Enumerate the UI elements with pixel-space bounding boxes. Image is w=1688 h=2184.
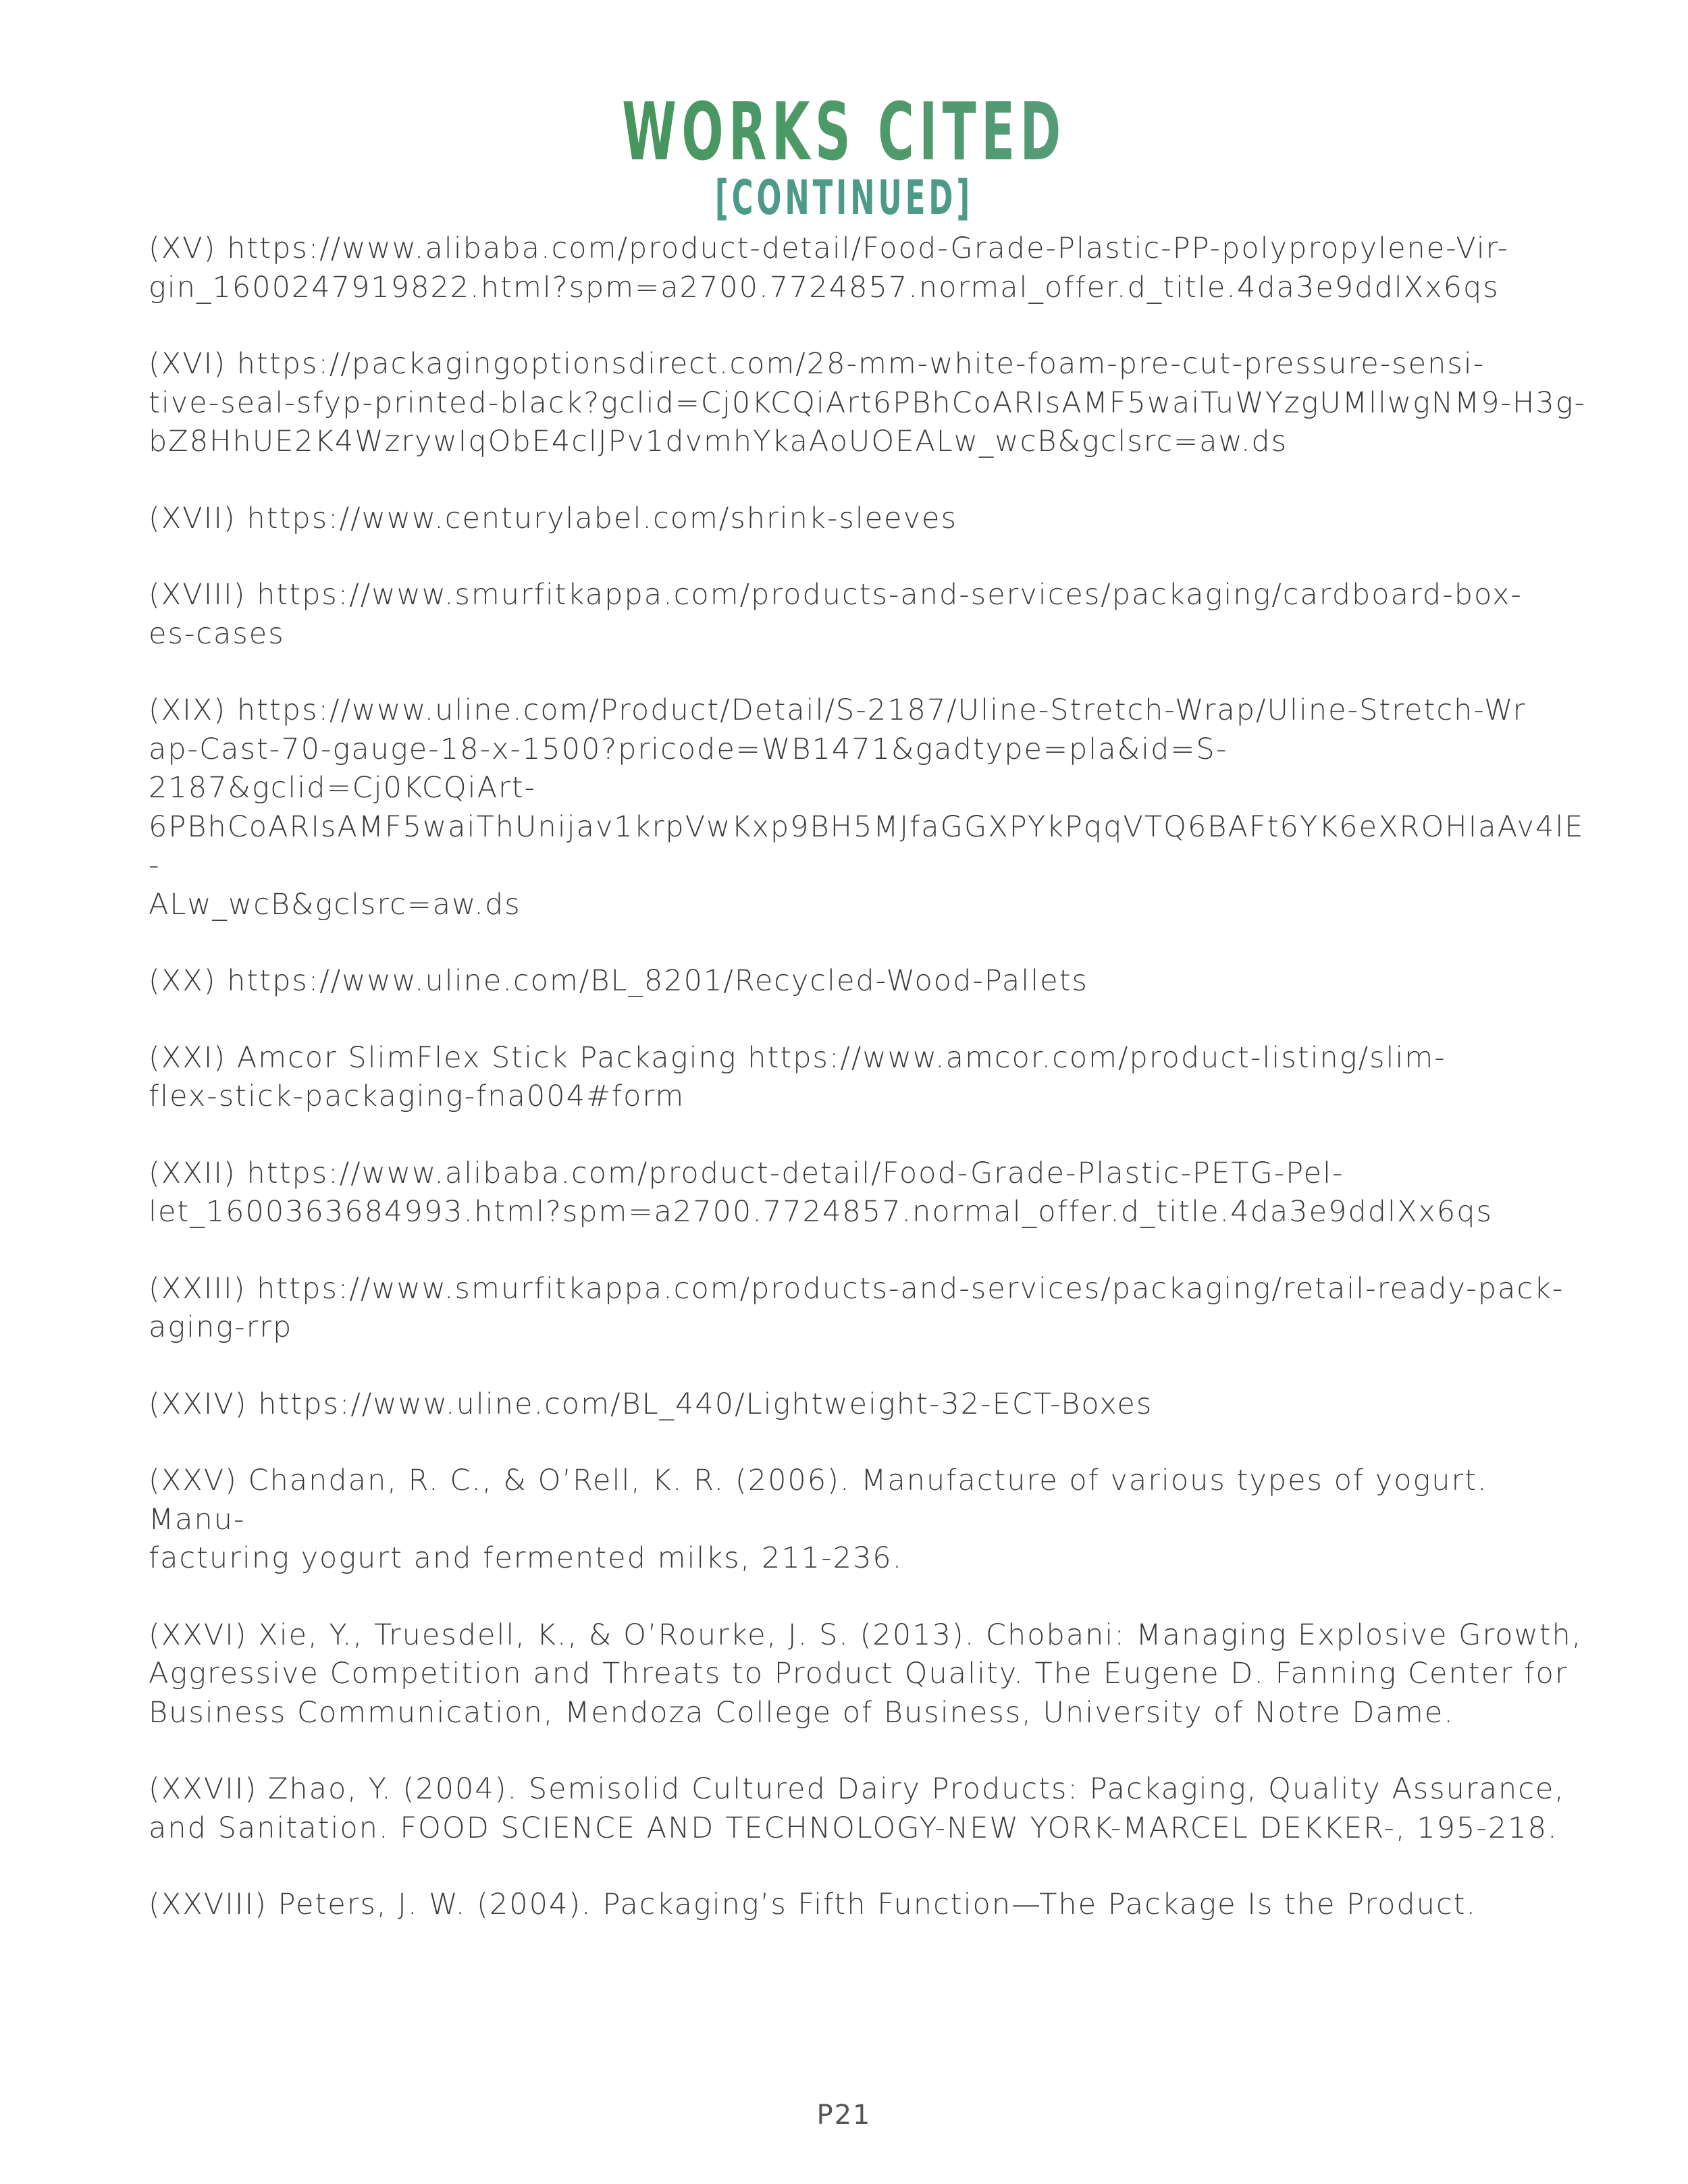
reference-item-xvii: (XVII) https://www.centurylabel.com/shrink-sleeves (149, 501, 957, 535)
reference-item-xviii: (XVIII) https://www.smurfitkappa.com/products-and-services/packaging/cardboard-box- es-cases (149, 578, 1523, 651)
reference-item-xvi: (XVI) https://packagingoptionsdirect.com/28-mm-white-foam-pre-cut-pressure-sensi- tive-seal-sfyp-printed-black?gclid=Cj0KCQiArt6PBhCoARIsAMF5waiTuWYzgUMllwgNM9-H3g- bZ8HhUE2K4WzrywIqObE4clJPv1dvmhYkaAoUOEALw_wcB&gclsrc=aw.ds (149, 347, 1587, 458)
page-number: P21 (816, 2100, 872, 2131)
reference-item-xxviii: (XXVIII) Peters, J. W. (2004). Packaging’s Fifth Function—The Package Is the Product. (149, 1888, 1477, 1921)
references-list (149, 230, 1587, 1963)
reference-item-xxv: (XXV) Chandan, R. C., & O’Rell, K. R. (2006). Manufacture of various types of yogurt. Manu- facturing yogurt and fermented milks, 211-236. (149, 1464, 1488, 1575)
page-subtitle: [CONTINUED] (714, 170, 974, 225)
reference-item-xxvii: (XXVII) Zhao, Y. (2004). Semisolid Cultured Dairy Products: Packaging, Quality Assurance, and Sanitation. FOOD SCIENCE AND TECHNOLOGY-NEW YORK-MARCEL DEKKER-, 195-218. (149, 1772, 1565, 1845)
reference-item-xxiii: (XXIII) https://www.smurfitkappa.com/products-and-services/packaging/retail-ready-pack- aging-rrp (149, 1271, 1564, 1344)
reference-item-xxvi: (XXVI) Xie, Y., Truesdell, K., & O’Rourke, J. S. (2013). Chobani: Managing Explosive Growth, Aggressive Competition and Threats to Product Quality. The Eugene D. Fanning Center for Business Communication, Mendoza College of Business, University of Notre Dame. (149, 1618, 1583, 1730)
reference-item-xxi: (XXI) Amcor SlimFlex Stick Packaging https://www.amcor.com/product-listing/slim- flex-stick-packaging-fna004#form (149, 1040, 1446, 1113)
reference-item-xix: (XIX) https://www.uline.com/Product/Detail/S-2187/Uline-Stretch-Wrap/Uline-Stretch-Wr ap-Cast-70-gauge-18-x-1500?pricode=WB1471&gadtype=pla&id=S-2187&gclid=Cj0KCQiArt- 6PBhCoARIsAMF5waiThUnijav1krpVwKxp9BH5MJfaGGXPYkPqqVTQ6BAFt6YK6eXROHIaAv4lE- ALw_wcB&gclsrc=aw.ds (149, 693, 1585, 922)
reference-item-xx: (XX) https://www.uline.com/BL_8201/Recycled-Wood-Pallets (149, 964, 1088, 998)
reference-item-xxiv: (XXIV) https://www.uline.com/BL_440/Lightweight-32-ECT-Boxes (149, 1387, 1153, 1421)
reference-item-xxii: (XXII) https://www.alibaba.com/product-detail/Food-Grade-Plastic-PETG-Pel- let_1600363684993.html?spm=a2700.7724857.normal_offer.d_title.4da3e9ddlXx6qs (149, 1156, 1493, 1229)
page-title: WORKS CITED (321, 81, 1367, 182)
reference-item-xv: (XV) https://www.alibaba.com/product-detail/Food-Grade-Plastic-PP-polypropylene-Vir- gin_1600247919822.html?spm=a2700.7724857.normal_offer.d_title.4da3e9ddlXx6qs (149, 232, 1510, 304)
